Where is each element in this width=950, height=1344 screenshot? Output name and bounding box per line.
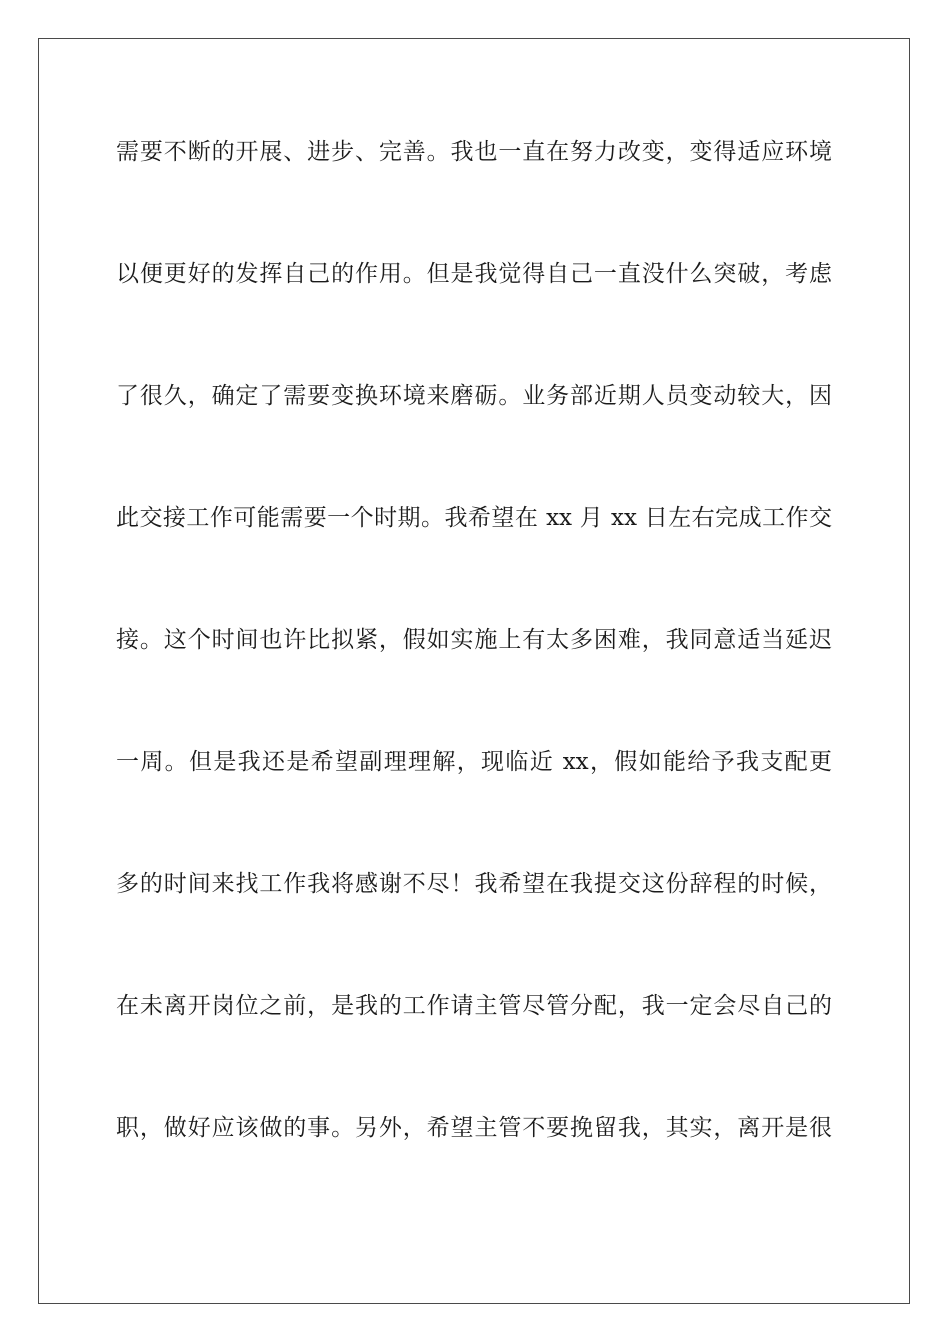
body-text-line: 需要不断的开展、进步、完善。我也一直在努力改变，变得适应环境 [116,139,832,165]
body-text-line: 了很久，确定了需要变换环境来磨砺。业务部近期人员变动较大，因 [116,383,832,409]
body-text-line: 此交接工作可能需要一个时期。我希望在 xx 月 xx 日左右完成工作交 [116,505,832,531]
body-text-line: 多的时间来找工作我将感谢不尽！我希望在我提交这份辞程的时候， [116,871,832,897]
body-text-line: 以便更好的发挥自己的作用。但是我觉得自己一直没什么突破，考虑 [116,261,832,287]
body-text-line: 一周。但是我还是希望副理理解，现临近 xx，假如能给予我支配更 [116,749,832,775]
body-text-line: 在未离开岗位之前，是我的工作请主管尽管分配，我一定会尽自己的 [116,993,832,1019]
body-text-line: 接。这个时间也许比拟紧，假如实施上有太多困难，我同意适当延迟 [116,627,832,653]
body-text-line: 职，做好应该做的事。另外，希望主管不要挽留我，其实，离开是很 [116,1115,832,1141]
